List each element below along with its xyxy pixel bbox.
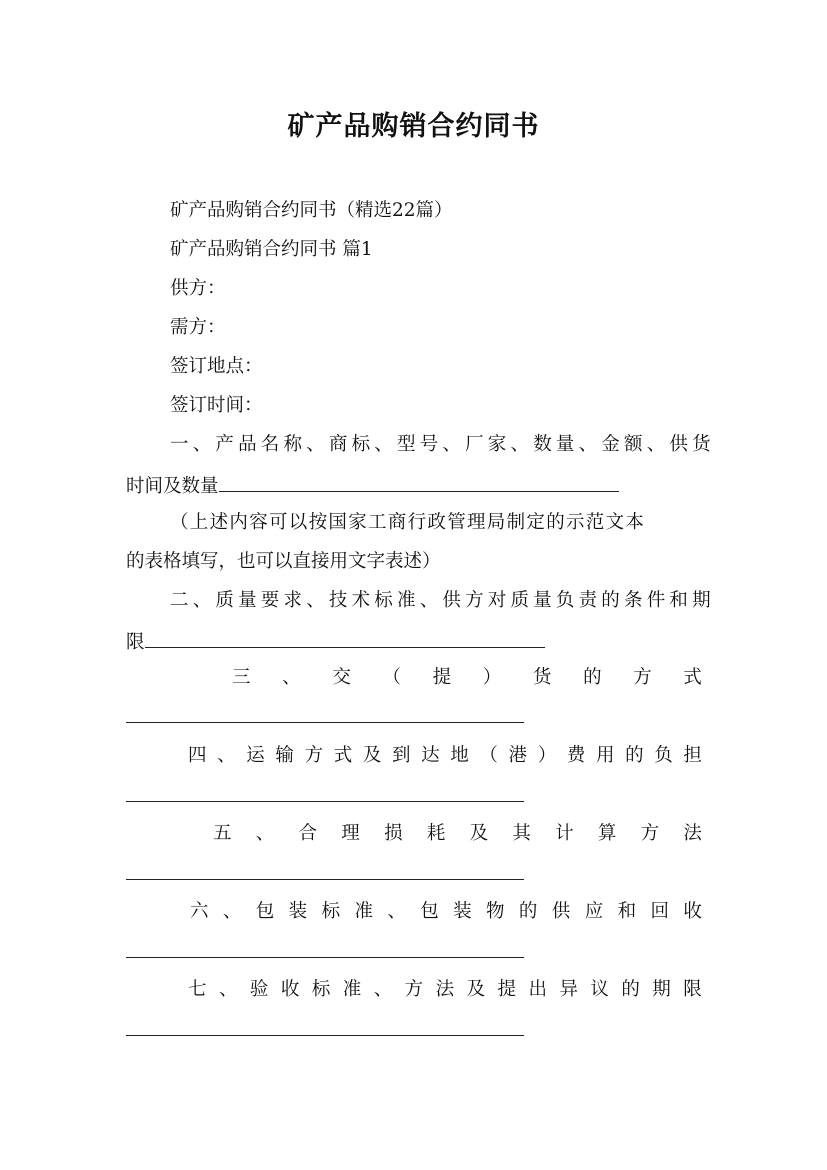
clause-6-char: 准	[354, 901, 373, 922]
clause-7-char: 出	[528, 979, 547, 1000]
clause-7-char: 限	[683, 979, 702, 1000]
clause-2-line-1: 二、质量要求、技术标准、供方对质量负责的条件和期	[170, 590, 715, 611]
clause-6-char: 物	[486, 901, 505, 922]
clause-7-char: 收	[280, 979, 300, 1000]
clause-4-blank	[126, 801, 524, 802]
signing-place-field: 签订地点：	[170, 356, 263, 377]
clause-6-char: 装	[288, 901, 308, 922]
clause-4-char: 负	[654, 745, 673, 766]
document-title: 矿产品购销合约同书	[287, 111, 540, 142]
clause-7-char: 准	[342, 979, 362, 1000]
clause-7-char: 、	[373, 979, 393, 1000]
clause-7-char: 提	[497, 979, 517, 1000]
clause-4-heading	[188, 743, 702, 769]
clause-4-char: 到	[391, 745, 411, 766]
note-line-1: （上述内容可以按国家工商行政管理局制定的示范文本	[170, 512, 646, 533]
clause-6-char: 供	[551, 901, 571, 922]
clause-6-char: 和	[617, 901, 637, 922]
clause-4-char: 港	[508, 745, 528, 766]
clause-3-char: 交	[332, 667, 351, 688]
clause-5-blank	[126, 879, 524, 880]
clause-2-line-2-text: 限	[126, 632, 145, 653]
clause-5-char: 理	[341, 823, 360, 844]
clause-4-char: （	[479, 745, 498, 766]
clause-4-char: 输	[275, 745, 294, 766]
clause-7-char: 方	[404, 979, 424, 1000]
clause-4-char: 达	[421, 745, 440, 766]
clause-7-char: 验	[249, 979, 269, 1000]
clause-5-char: 计	[555, 823, 574, 844]
clause-6-char: 六	[190, 901, 209, 922]
clause-4-char: ）	[537, 745, 557, 766]
clause-6-heading	[190, 899, 702, 925]
clause-4-char: 运	[246, 745, 265, 766]
clause-4-char: 及	[362, 745, 382, 766]
clause-7-char: 七	[188, 979, 207, 1000]
clause-2-line-2	[126, 627, 545, 656]
clause-6-char: 应	[584, 901, 604, 922]
clause-6-blank	[126, 957, 524, 958]
clause-6-char: 回	[650, 901, 669, 922]
clause-7-char: 议	[590, 979, 609, 1000]
clause-5-char: 其	[512, 823, 531, 844]
clause-5-char: 方	[640, 823, 660, 844]
clause-1-line-2-text: 时间及数量	[126, 476, 219, 497]
clause-5-char: 算	[597, 823, 617, 844]
clause-5-heading	[213, 821, 702, 847]
clause-1-line-1: 一、产品名称、商标、型号、厂家、数量、金额、供货	[170, 434, 715, 455]
clause-6-char: 收	[683, 901, 702, 922]
clause-7-char: 、	[218, 979, 238, 1000]
clause-3-char: 式	[683, 667, 702, 688]
clause-5-char: 五	[213, 823, 232, 844]
clause-1-line-2	[126, 471, 619, 500]
clause-6-char: 包	[420, 901, 439, 922]
clause-7-char: 及	[466, 979, 486, 1000]
clause-7-char: 的	[621, 979, 640, 1000]
document-subtitle: 矿产品购销合约同书（精选22篇）	[170, 200, 453, 221]
clause-4-char: 地	[450, 745, 469, 766]
clause-7-char: 异	[559, 979, 578, 1000]
clause-4-char: 方	[304, 745, 324, 766]
clause-3-char: （	[382, 667, 401, 688]
clause-3-char: 货	[532, 667, 552, 688]
clause-7-heading	[188, 977, 702, 1003]
clause-2-blank	[145, 627, 545, 648]
clause-7-char: 标	[311, 979, 331, 1000]
clause-5-char: 法	[683, 823, 702, 844]
clause-6-char: 装	[453, 901, 472, 922]
clause-5-char: 合	[298, 823, 318, 844]
clause-3-char: 的	[583, 667, 602, 688]
clause-4-char: 用	[595, 745, 615, 766]
clause-7-blank	[126, 1035, 524, 1036]
clause-6-char: 、	[222, 901, 242, 922]
clause-3-char: 三	[232, 667, 251, 688]
clause-5-char: 、	[255, 823, 275, 844]
supplier-field: 供方：	[170, 278, 226, 299]
clause-4-char: 式	[333, 745, 353, 766]
clause-6-char: 标	[321, 901, 341, 922]
clause-5-char: 及	[469, 823, 489, 844]
buyer-field: 需方：	[170, 317, 226, 338]
clause-3-char: 提	[432, 667, 452, 688]
clause-3-char: ）	[482, 667, 502, 688]
clause-4-char: 、	[217, 745, 236, 766]
clause-3-char: 、	[282, 667, 301, 688]
section-heading: 矿产品购销合约同书 篇1	[170, 239, 373, 260]
clause-4-char: 担	[683, 745, 702, 766]
signing-time-field: 签订时间：	[170, 395, 263, 416]
clause-4-char: 费	[566, 745, 586, 766]
clause-3-heading	[232, 665, 702, 691]
clause-4-char: 四	[188, 745, 207, 766]
clause-7-char: 期	[652, 979, 671, 1000]
clause-6-char: 的	[518, 901, 538, 922]
clause-3-blank	[126, 722, 524, 723]
clause-7-char: 法	[435, 979, 455, 1000]
clause-6-char: 包	[255, 901, 275, 922]
clause-6-char: 、	[387, 901, 406, 922]
note-line-2: 的表格填写，也可以直接用文字表述）	[126, 551, 441, 572]
clause-3-char: 方	[633, 667, 652, 688]
clause-1-blank	[219, 471, 619, 492]
clause-5-char: 损	[384, 823, 403, 844]
clause-4-char: 的	[625, 745, 644, 766]
clause-5-char: 耗	[426, 823, 446, 844]
